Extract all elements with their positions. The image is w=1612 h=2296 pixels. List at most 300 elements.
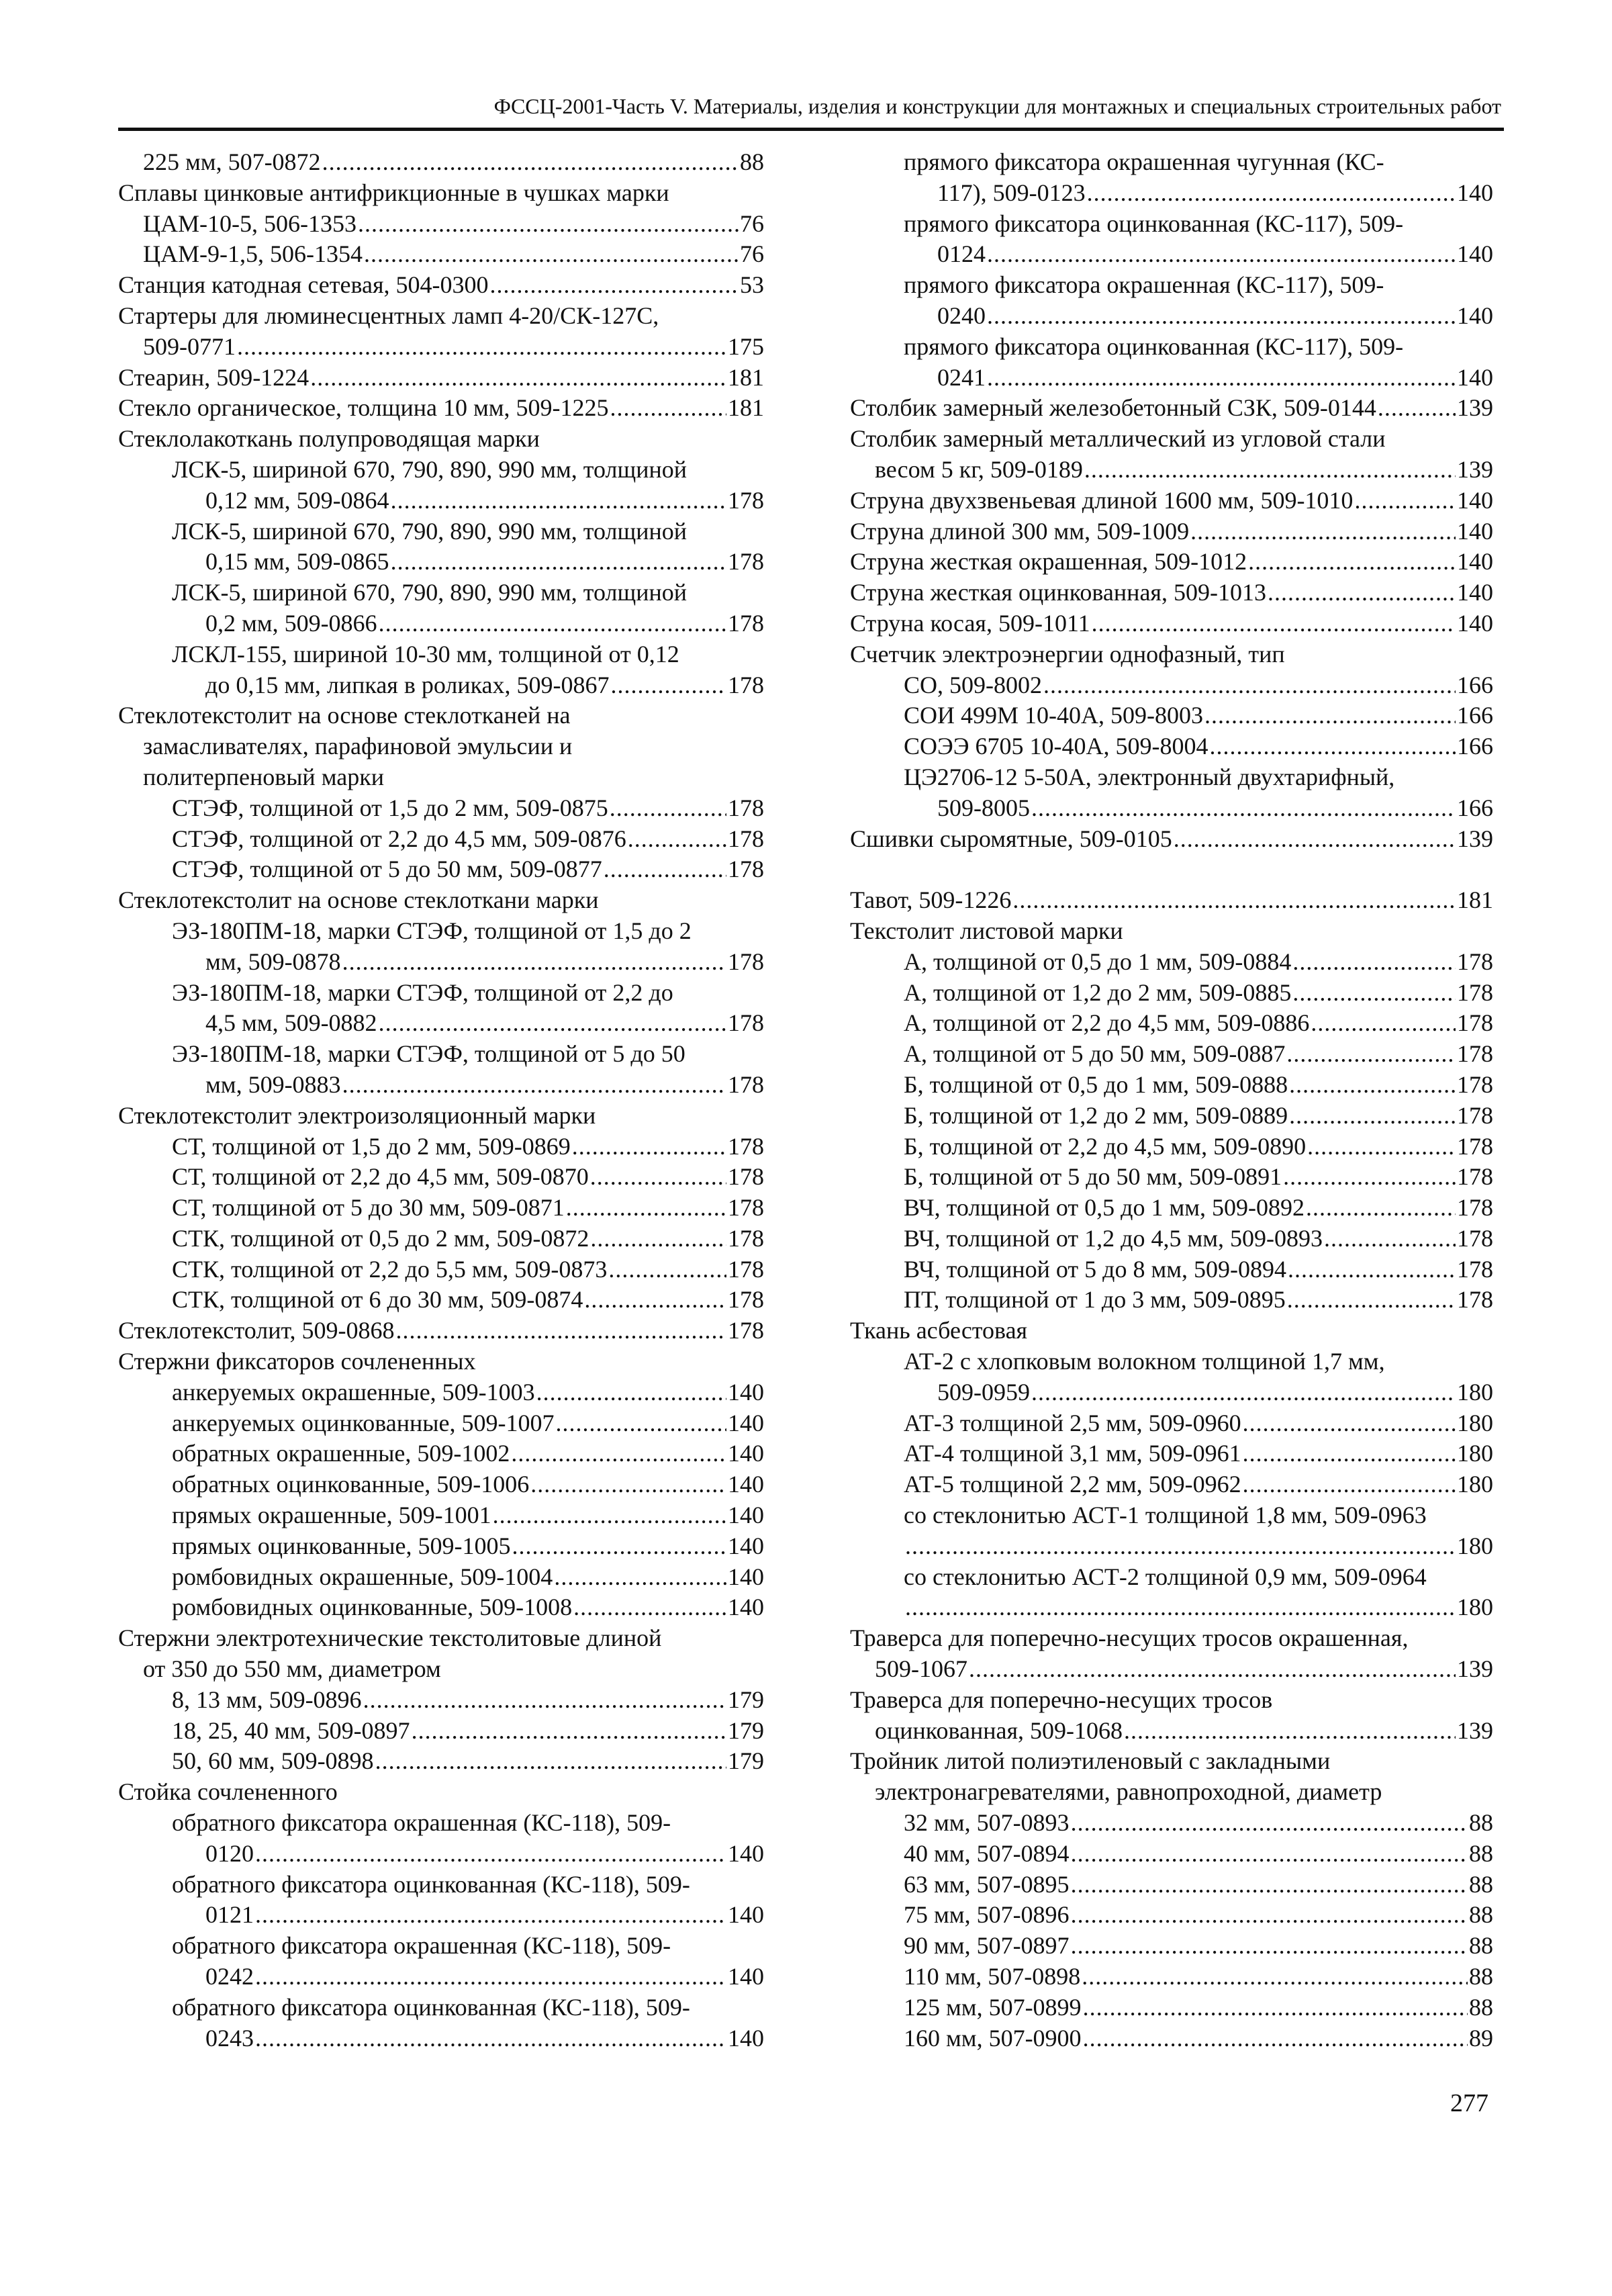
index-entry [850,332,1493,363]
entry-text: Стартеры для люминесцентных ламп 4-20/СК-127С, [118,302,659,329]
index-entry [850,824,1493,855]
index-entry [118,1377,764,1408]
entry-page-number: 76 [740,210,764,237]
index-entry [118,486,764,516]
dot-leader [391,547,726,578]
entry-text: ВЧ, толщиной от 5 до 8 мм, 509-0894 [904,1255,1287,1283]
entry-page-number: 88 [1469,1932,1493,1960]
index-entry [850,1931,1493,1962]
entry-page-number: 140 [1457,179,1493,206]
entry-text: Струна жесткая оцинкованная, 509-1013 [850,579,1266,606]
entry-text: Струна жесткая окрашенная, 509-1012 [850,548,1247,576]
entry-text: 0242 [205,1963,254,1990]
entry-page-number: 178 [1457,948,1493,975]
dot-leader [987,239,1456,270]
entry-page-number: 178 [728,1286,764,1314]
index-entry [118,1132,764,1162]
entry-text: анкеруемых оцинкованные, 509-1007 [172,1409,555,1436]
entry-text: Траверса для поперечно-несущих тросов [850,1686,1273,1713]
entry-page-number: 140 [1457,579,1493,606]
index-entry [850,178,1493,209]
entry-page-number: 178 [728,1009,764,1037]
entry-page-number: 175 [728,332,764,360]
entry-text: ПТ, толщиной от 1 до 3 мм, 509-0895 [904,1286,1286,1314]
dot-leader [511,1438,726,1469]
header-rule [118,128,1504,131]
entry-page-number: 88 [1469,1870,1493,1898]
dot-leader [610,393,726,424]
entry-page-number: 178 [1457,1101,1493,1129]
entry-page-number: 140 [728,1594,764,1621]
entry-text: Столбик замерный металлический из угловой стали [850,425,1386,453]
index-entry [850,1900,1493,1931]
index-entry [850,916,1493,947]
index-entry [118,1285,764,1316]
index-entry [850,1008,1493,1039]
index-entry [118,885,764,916]
index-entry [118,1008,764,1039]
entry-page-number: 166 [1457,794,1493,821]
dot-leader [1092,608,1456,639]
index-entry [118,1070,764,1101]
entry-page-number: 166 [1457,671,1493,698]
dot-leader [1204,700,1456,731]
index-entry [850,1162,1493,1193]
entry-page-number: 89 [1469,2024,1493,2052]
index-entry [850,1562,1493,1593]
entry-page-number: 140 [1457,609,1493,637]
entry-text: Сшивки сыромятные, 509-0105 [850,825,1172,852]
index-entry [118,363,764,394]
entry-page-number: 178 [728,1317,764,1344]
entry-page-number: 140 [728,1502,764,1529]
index-entry [850,1254,1493,1285]
index-entry [118,1193,764,1224]
dot-leader [1378,393,1456,424]
entry-page-number: 178 [728,1163,764,1191]
index-entry [118,1992,764,2023]
entry-text: 509-8005 [937,794,1030,821]
entry-text: СТК, толщиной от 6 до 30 мм, 509-0874 [172,1286,583,1314]
entry-page-number: 140 [728,1963,764,1990]
entry-text: Стекло органическое, толщина 10 мм, 509-1225 [118,394,609,422]
entry-text: Стержни фиксаторов сочлененных [118,1348,476,1375]
entry-page-number: 178 [728,486,764,514]
index-entry [118,1931,764,1962]
dot-leader [1031,793,1456,824]
entry-text: А, толщиной от 2,2 до 4,5 мм, 509-0886 [904,1009,1310,1037]
entry-page-number: 139 [1457,1716,1493,1744]
entry-page-number: 178 [728,671,764,698]
entry-page-number: 178 [1457,1070,1493,1098]
entry-page-number: 178 [1457,1009,1493,1037]
entry-text: СТК, толщиной от 0,5 до 2 мм, 509-0872 [172,1224,589,1252]
entry-page-number: 88 [1469,1809,1493,1837]
entry-text: СТ, толщиной от 1,5 до 2 мм, 509-0869 [172,1132,571,1160]
entry-text: прямого фиксатора оцинкованная (КС-117), 509- [904,210,1404,237]
index-entry [118,578,764,608]
index-entry [118,1716,764,1747]
dot-leader [379,608,726,639]
index-entry [118,1438,764,1469]
index-entry [118,1562,764,1593]
dot-leader [1268,578,1456,608]
entry-text: 125 мм, 507-0899 [904,1993,1082,2021]
dot-leader [1083,1992,1468,2023]
entry-text: АТ-5 толщиной 2,2 мм, 509-0962 [904,1471,1241,1498]
dot-leader [363,1685,726,1716]
index-entry [118,1592,764,1623]
dot-leader [1124,1716,1456,1747]
entry-text: 509-1067 [875,1655,967,1683]
entry-text: Б, толщиной от 1,2 до 2 мм, 509-0889 [904,1101,1288,1129]
entry-text: анкеруемых окрашенные, 509-1003 [172,1378,535,1406]
index-entry [850,1623,1493,1654]
entry-text: мм, 509-0878 [205,948,341,975]
entry-text: Счетчик электроэнергии однофазный, тип [850,640,1285,668]
entry-text: 0120 [205,1839,254,1867]
entry-text: обратного фиксатора окрашенная (КС-118), 509- [172,1932,671,1960]
entry-page-number: 139 [1457,1655,1493,1683]
dot-leader [1248,547,1456,578]
index-entry [850,670,1493,701]
index-entry [118,1469,764,1500]
entry-page-number: 178 [728,948,764,975]
entry-text: 18, 25, 40 мм, 509-0897 [172,1716,410,1744]
index-entry [850,1285,1493,1316]
entry-text: Стеклотекстолит, 509-0868 [118,1317,395,1344]
index-entry [850,1132,1493,1162]
entry-page-number: 180 [1457,1440,1493,1467]
entry-text: политерпеновый марки [143,763,384,790]
index-entry [118,1900,764,1931]
dot-leader [1083,2023,1468,2054]
entry-text: ЭЗ-180ПМ-18, марки СТЭФ, толщиной от 5 до 50 [172,1040,685,1068]
index-entry [118,455,764,486]
index-entry [118,731,764,762]
entry-text: Б, толщиной от 2,2 до 4,5 мм, 509-0890 [904,1132,1307,1160]
dot-leader [1082,1962,1468,1992]
index-entry [118,700,764,731]
index-entry [850,1193,1493,1224]
index-entry [850,1039,1493,1070]
entry-text: СТ, толщиной от 5 до 30 мм, 509-0871 [172,1194,565,1222]
entry-page-number: 140 [728,1901,764,1929]
entry-text: 8, 13 мм, 509-0896 [172,1686,362,1713]
entry-text: 4,5 мм, 509-0882 [205,1009,377,1037]
entry-text: Столбик замерный железобетонный СЗК, 509-0144 [850,394,1376,422]
entry-text: А, толщиной от 0,5 до 1 мм, 509-0884 [904,948,1292,975]
entry-page-number: 140 [728,1471,764,1498]
index-entry [118,424,764,455]
dot-leader [1190,516,1456,547]
index-entry [850,700,1493,731]
dot-leader [573,1592,726,1623]
dot-leader [905,1531,1456,1562]
entry-text: замасливателях, парафиновой эмульсии и [143,733,573,760]
index-column-left [118,147,764,2054]
entry-page-number: 53 [740,271,764,299]
dot-leader [1292,978,1456,1009]
index-entry [118,1316,764,1346]
index-entry [850,516,1493,547]
index-entry [118,670,764,701]
entry-text: СО, 509-8002 [904,671,1042,698]
entry-page-number: 140 [728,2024,764,2052]
dot-leader [572,1132,726,1162]
entry-page-number: 178 [728,1255,764,1283]
entry-page-number: 178 [1457,1040,1493,1068]
entry-page-number: 140 [1457,240,1493,268]
dot-leader [987,363,1456,394]
index-entry [850,1346,1493,1377]
index-entry [118,393,764,424]
entry-page-number: 178 [728,1070,764,1098]
entry-text: прямого фиксатора оцинкованная (КС-117), 509- [904,332,1404,360]
entry-text: ЦЭ2706-12 5-50А, электронный двухтарифный, [904,763,1395,790]
entry-page-number: 140 [1457,486,1493,514]
index-entry [850,578,1493,608]
entry-text: 509-0959 [937,1378,1030,1406]
dot-leader [566,1193,726,1224]
dot-leader [1087,178,1456,209]
index-entry [118,239,764,270]
entry-text: ЛСК-5, шириной 670, 790, 890, 990 мм, толщиной [172,455,688,483]
entry-page-number: 178 [728,856,764,883]
entry-text: 117), 509-0123 [937,179,1086,206]
index-entry [118,1623,764,1654]
index-entry [118,824,764,855]
entry-text: ЦАМ-10-5, 506-1353 [143,210,357,237]
index-entry [118,639,764,670]
dot-leader [1210,731,1456,762]
entry-page-number: 178 [1457,978,1493,1006]
entry-text: 509-0771 [143,332,236,360]
dot-leader [255,1839,726,1870]
dot-leader [237,332,726,363]
entry-text: Струна косая, 509-1011 [850,609,1090,637]
index-entry [118,1654,764,1685]
dot-leader [255,1900,726,1931]
entry-text: Струна длиной 300 мм, 509-1009 [850,517,1190,545]
index-entry [850,393,1493,424]
index-entry [850,1716,1493,1747]
entry-text: Станция катодная сетевая, 504-0300 [118,271,489,299]
entry-page-number: 140 [1457,363,1493,391]
dot-leader [1071,1931,1468,1962]
dot-leader [1283,1162,1456,1193]
index-entry [850,1746,1493,1777]
entry-page-number: 180 [1457,1471,1493,1498]
entry-text: 0,12 мм, 509-0864 [205,486,389,514]
dot-leader [391,486,726,516]
entry-text: со стеклонитью АСТ-2 толщиной 0,9 мм, 509-0964 [904,1563,1427,1590]
index-entry [118,1746,764,1777]
entry-page-number: 140 [728,1563,764,1590]
index-entry [118,978,764,1009]
entry-text: Стеклолакоткань полупроводящая марки [118,425,540,453]
entry-text: прямых оцинкованные, 509-1005 [172,1532,511,1559]
index-entry [118,1531,764,1562]
entry-page-number: 140 [728,1440,764,1467]
entry-page-number: 140 [728,1378,764,1406]
entry-page-number: 181 [728,363,764,391]
entry-text: весом 5 кг, 509-0189 [875,455,1083,483]
dot-leader [604,854,726,885]
entry-page-number: 88 [1469,1901,1493,1929]
page-number: 277 [1450,2089,1488,2117]
dot-leader [590,1162,726,1193]
index-entry [850,1469,1493,1500]
entry-text: Стеарин, 509-1224 [118,363,310,391]
index-entry [850,762,1493,793]
entry-text: Тройник литой полиэтиленовый с закладными [850,1747,1331,1775]
entry-text: Стержни электротехнические текстолитовые длиной [118,1624,662,1652]
dot-leader [590,1224,726,1254]
entry-page-number: 178 [1457,1194,1493,1222]
index-entry [118,547,764,578]
dot-leader [969,1654,1456,1685]
entry-text: со стеклонитью АСТ-1 толщиной 1,8 мм, 509-0963 [904,1502,1427,1529]
dot-leader [1174,824,1456,855]
index-entry [118,1870,764,1900]
entry-page-number: 179 [728,1747,764,1775]
entry-text: обратного фиксатора окрашенная (КС-118), 509- [172,1809,671,1837]
dot-leader [396,1316,726,1346]
index-entry [850,363,1493,394]
index-entry [850,301,1493,332]
entry-text: ЦАМ-9-1,5, 506-1354 [143,240,363,268]
entry-page-number: 139 [1457,394,1493,422]
dot-leader [512,1531,726,1562]
entry-page-number: 140 [1457,302,1493,329]
dot-leader [255,2023,726,2054]
dot-leader [1286,1039,1456,1070]
index-entry [118,793,764,824]
index-entry [850,239,1493,270]
entry-text: обратных оцинкованные, 509-1006 [172,1471,530,1498]
entry-text: АТ-3 толщиной 2,5 мм, 509-0960 [904,1409,1241,1436]
index-entry [118,1101,764,1132]
dot-leader [530,1469,726,1500]
dot-leader [1071,1808,1468,1839]
entry-page-number: 178 [1457,1224,1493,1252]
dot-leader [255,1962,726,1992]
entry-text: оцинкованная, 509-1068 [875,1716,1123,1744]
entry-text: ромбовидных окрашенные, 509-1004 [172,1563,553,1590]
index-entry [118,1346,764,1377]
entry-text: 110 мм, 507-0898 [904,1963,1081,1990]
dot-leader [1071,1870,1468,1900]
dot-leader [1324,1224,1456,1254]
entry-text: обратного фиксатора оцинкованная (КС-118), 509- [172,1870,690,1898]
entry-page-number: 140 [1457,517,1493,545]
dot-leader [1306,1193,1456,1224]
entry-text: СОИ 499М 10-40А, 509-8003 [904,702,1203,729]
index-entry [850,1808,1493,1839]
entry-text: Текстолит листовой марки [850,917,1123,944]
index-entry [850,608,1493,639]
dot-leader [584,1285,726,1316]
entry-page-number: 76 [740,240,764,268]
index-entry [850,885,1493,916]
dot-leader [1292,947,1456,978]
dot-leader [342,1070,726,1101]
entry-page-number: 180 [1457,1378,1493,1406]
entry-text: ЛСКЛ-155, шириной 10-30 мм, толщиной от 0,12 [172,640,679,668]
entry-page-number: 88 [1469,1963,1493,1990]
entry-text: А, толщиной от 5 до 50 мм, 509-0887 [904,1040,1286,1068]
entry-page-number: 179 [728,1716,764,1744]
entry-text: 0,2 мм, 509-0866 [205,609,377,637]
entry-text: 0240 [937,302,986,329]
entry-text: обратных окрашенные, 509-1002 [172,1440,510,1467]
index-entry [850,1870,1493,1900]
dot-leader [322,147,739,178]
index-entry [850,854,1493,885]
entry-page-number: 140 [728,1409,764,1436]
index-entry [850,2023,1493,2054]
entry-text: Стеклотекстолит электроизоляционный марки [118,1101,596,1129]
dot-leader [555,1408,726,1439]
entry-page-number: 139 [1457,825,1493,852]
index-column-right [850,147,1493,2054]
index-entry [118,608,764,639]
entry-page-number: 178 [728,1194,764,1222]
entry-page-number: 139 [1457,455,1493,483]
entry-page-number: 166 [1457,733,1493,760]
entry-page-number: 178 [728,794,764,821]
index-entry [118,947,764,978]
dot-leader [412,1716,726,1747]
index-entry [118,147,764,178]
entry-page-number: 88 [1469,1993,1493,2021]
index-entry [850,1316,1493,1346]
index-entry [850,1962,1493,1992]
dot-leader [490,270,739,301]
entry-text: 63 мм, 507-0895 [904,1870,1070,1898]
entry-text: ВЧ, толщиной от 0,5 до 1 мм, 509-0892 [904,1194,1305,1222]
entry-page-number: 181 [728,394,764,422]
entry-text: от 350 до 550 мм, диаметром [143,1655,441,1683]
entry-page-number: 178 [1457,1286,1493,1314]
index-entry [118,270,764,301]
dot-leader [1043,670,1456,701]
index-entry [850,978,1493,1009]
index-entry [850,793,1493,824]
dot-leader [1287,1285,1456,1316]
index-entry [118,332,764,363]
entry-text: ЛСК-5, шириной 670, 790, 890, 990 мм, толщиной [172,579,688,606]
dot-leader [1288,1254,1456,1285]
entry-text: Тавот, 509-1226 [850,886,1012,914]
dot-leader [1354,486,1456,516]
index-entry [118,1039,764,1070]
index-entry [118,916,764,947]
index-entry [850,270,1493,301]
entry-text: СТЭФ, толщиной от 2,2 до 4,5 мм, 509-0876 [172,825,626,852]
index-entry [850,209,1493,240]
entry-text: 0243 [205,2024,254,2052]
index-entry [850,1839,1493,1870]
index-entry [118,1500,764,1531]
index-entry [850,1438,1493,1469]
dot-leader [1289,1070,1456,1101]
entry-page-number: 178 [728,548,764,576]
entry-text: Стеклотекстолит на основе стеклотканей на [118,702,571,729]
dot-leader [379,1008,726,1039]
entry-text: АТ-4 толщиной 3,1 мм, 509-0961 [904,1440,1241,1467]
